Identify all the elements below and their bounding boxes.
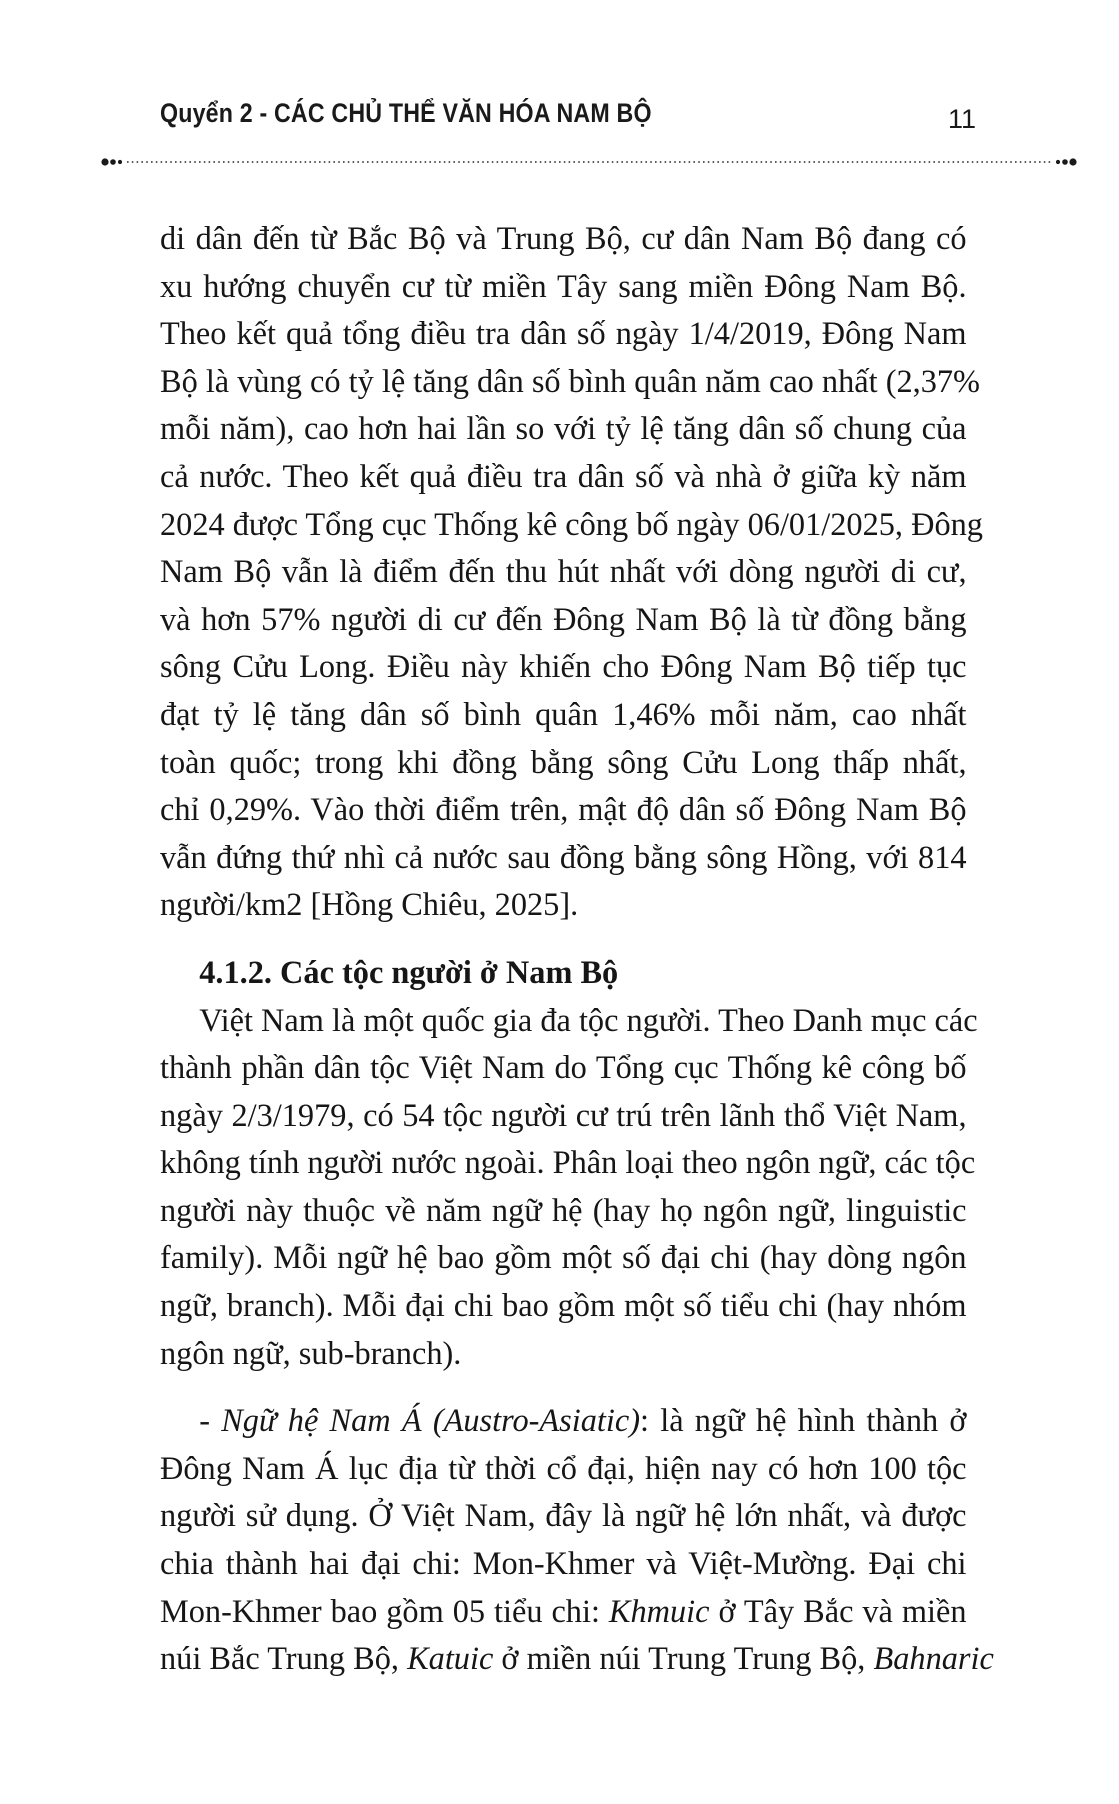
- paragraph-gap: [160, 930, 967, 950]
- text-line: ngôn ngữ, sub-branch).: [160, 1335, 462, 1372]
- body-text: [160, 216, 994, 1684]
- paragraph-gap: [160, 1378, 967, 1398]
- text-line: vẫn đứng thứ nhì cả nước sau đồng bằng sông Hồng, với 814: [160, 839, 967, 876]
- text-line: cả nước. Theo kết quả điều tra dân số và nhà ở giữa kỳ năm: [160, 458, 967, 495]
- text-line: Việt Nam là một quốc gia đa tộc người. Theo Danh mục các: [199, 1002, 978, 1039]
- running-title: Quyển 2 - CÁC CHỦ THỂ VĂN HÓA NAM BỘ: [160, 98, 652, 128]
- text-line: người này thuộc về năm ngữ hệ (hay họ ngôn ngữ, linguistic: [160, 1192, 967, 1229]
- text-line: thành phần dân tộc Việt Nam do Tổng cục Thống kê công bố: [160, 1050, 967, 1087]
- text-line: người/km2 [Hồng Chiêu, 2025].: [160, 887, 579, 924]
- katuic-term: Katuic: [407, 1641, 494, 1678]
- text-line: [160, 1589, 967, 1637]
- bahnaric-term: Bahnaric: [873, 1641, 994, 1678]
- khmuic-term: Khmuic: [608, 1593, 710, 1630]
- text-line: Bộ là vùng có tỷ lệ tăng dân số bình quân năm cao nhất (2,37%: [160, 363, 980, 400]
- text-line: toàn quốc; trong khi đồng bằng sông Cửu Long thấp nhất,: [160, 744, 967, 781]
- text-run: Mon-Khmer bao gồm 05 tiểu chi:: [160, 1593, 609, 1630]
- text-line: chia thành hai đại chi: Mon-Khmer và Việt-Mường. Đại chi: [160, 1546, 967, 1583]
- text-run: ở miền núi Trung Trung Bộ,: [493, 1641, 874, 1678]
- text-run: núi Bắc Trung Bộ,: [160, 1641, 408, 1678]
- text-line: chỉ 0,29%. Vào thời điểm trên, mật độ dân số Đông Nam Bộ: [160, 792, 967, 829]
- page-number: 11: [948, 104, 977, 134]
- paragraph-population-migration: [160, 216, 983, 930]
- text-line: sông Cửu Long. Điều này khiến cho Đông Nam Bộ tiếp tục: [160, 649, 967, 686]
- text-line: người sử dụng. Ở Việt Nam, đây là ngữ hệ lớn nhất, và được: [160, 1498, 967, 1535]
- text-run: ở Tây Bắc và miền: [709, 1593, 967, 1630]
- paragraph-austro-asiatic: [160, 1398, 994, 1684]
- header-dotted-rule: [100, 154, 1078, 170]
- section-heading: 4.1.2. Các tộc người ở Nam Bộ: [199, 954, 619, 991]
- text-line: 2024 được Tổng cục Thống kê công bố ngày 06/01/2025, Đông: [160, 506, 983, 543]
- text-line: mỗi năm), cao hơn hai lần so với tỷ lệ tăng dân số chung của: [160, 411, 967, 448]
- text-line: không tính người nước ngoài. Phân loại theo ngôn ngữ, các tộc: [160, 1145, 976, 1182]
- text-line: ngữ, branch). Mỗi đại chi bao gồm một số tiểu chi (hay nhóm: [160, 1288, 967, 1325]
- text-line: Theo kết quả tổng điều tra dân số ngày 1/4/2019, Đông Nam: [160, 316, 967, 353]
- text-line: Nam Bộ vẫn là điểm đến thu hút nhất với dòng người di cư,: [160, 554, 967, 591]
- text-run: : là ngữ hệ hình thành ở: [640, 1403, 967, 1440]
- paragraph-ethnic-groups: [160, 998, 978, 1379]
- text-line: [160, 1398, 967, 1446]
- text-line: di dân đến từ Bắc Bộ và Trung Bộ, cư dân Nam Bộ đang có: [160, 221, 967, 257]
- text-line: [160, 1636, 994, 1684]
- text-line: xu hướng chuyển cư từ miền Tây sang miền Đông Nam Bộ.: [160, 268, 967, 305]
- text-line: đạt tỷ lệ tăng dân số bình quân 1,46% mỗi năm, cao nhất: [160, 696, 967, 733]
- text-line: Đông Nam Á lục địa từ thời cổ đại, hiện nay có hơn 100 tộc: [160, 1450, 967, 1487]
- text-line: và hơn 57% người di cư đến Đông Nam Bộ là từ đồng bằng: [160, 601, 967, 638]
- text-line: ngày 2/3/1979, có 54 tộc người cư trú trên lãnh thổ Việt Nam,: [160, 1097, 967, 1134]
- text-line: family). Mỗi ngữ hệ bao gồm một số đại chi (hay dòng ngôn: [160, 1240, 967, 1277]
- austro-asiatic-term: - Ngữ hệ Nam Á (Austro-Asiatic): [199, 1403, 641, 1440]
